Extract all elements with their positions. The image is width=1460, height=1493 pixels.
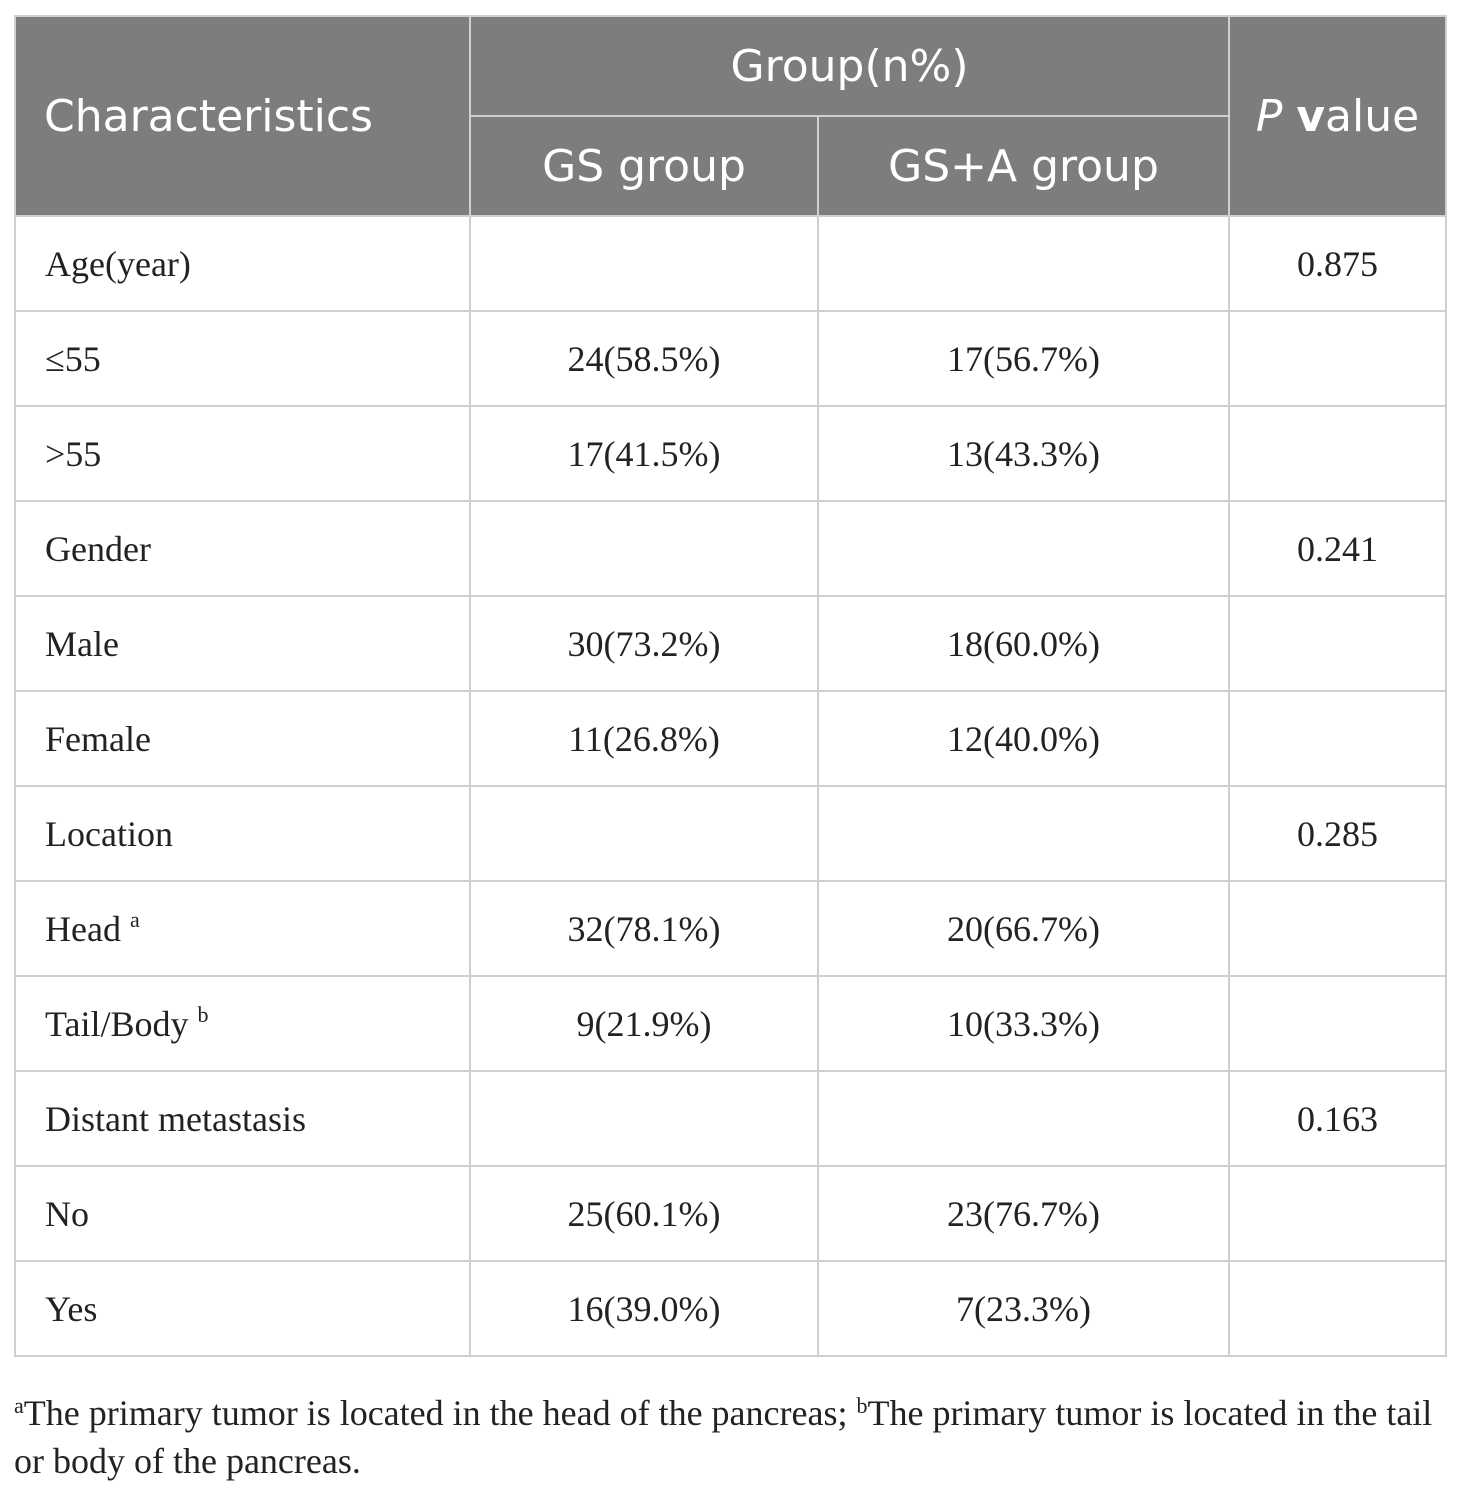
gsa-group-value: 17(56.7%) — [818, 311, 1229, 406]
table-row — [15, 1166, 1446, 1261]
p-value-symbol: P — [1255, 90, 1283, 142]
gs-group-value: 17(41.5%) — [470, 406, 818, 501]
row-label-superscript: b — [197, 1002, 209, 1027]
gs-group-value — [470, 786, 818, 881]
gs-group-value — [470, 501, 818, 596]
table-row — [15, 881, 1446, 976]
p-value-rest: alue — [1325, 90, 1420, 142]
row-label: >55 — [45, 433, 102, 474]
gs-group-value: 25(60.1%) — [470, 1166, 818, 1261]
gsa-group-value: 10(33.3%) — [818, 976, 1229, 1071]
gsa-group-value: 23(76.7%) — [818, 1166, 1229, 1261]
table-row — [15, 1071, 1446, 1166]
row-label-cell — [15, 501, 470, 596]
p-value: 0.241 — [1229, 501, 1446, 596]
gsa-group-value: 13(43.3%) — [818, 406, 1229, 501]
table-row — [15, 1261, 1446, 1356]
gsa-group-value — [818, 786, 1229, 881]
row-label-cell — [15, 1166, 470, 1261]
p-value: 0.285 — [1229, 786, 1446, 881]
table-row — [15, 786, 1446, 881]
gs-group-value: 16(39.0%) — [470, 1261, 818, 1356]
row-label: No — [45, 1193, 89, 1234]
table-row — [15, 406, 1446, 501]
p-value — [1229, 691, 1446, 786]
row-label: Tail/Body — [45, 1004, 189, 1044]
row-label: Head — [45, 909, 121, 949]
gs-group-value: 24(58.5%) — [470, 311, 818, 406]
row-label-cell — [15, 596, 470, 691]
row-label-cell — [15, 976, 470, 1071]
table-row — [15, 596, 1446, 691]
gsa-group-value: 7(23.3%) — [818, 1261, 1229, 1356]
footnote-a-text: The primary tumor is located in the head of the pancreas; — [23, 1393, 857, 1433]
row-label-cell — [15, 881, 470, 976]
row-label-cell — [15, 691, 470, 786]
p-value — [1229, 406, 1446, 501]
header-gs-group: GS group — [470, 116, 818, 216]
row-label-cell — [15, 786, 470, 881]
row-label: Distant metastasis — [45, 1098, 306, 1139]
row-label: Female — [45, 718, 151, 759]
gsa-group-value: 18(60.0%) — [818, 596, 1229, 691]
characteristics-table — [14, 15, 1447, 1357]
table-row — [15, 691, 1446, 786]
gs-group-value: 9(21.9%) — [470, 976, 818, 1071]
table-footnote — [14, 1382, 1450, 1485]
p-value — [1229, 881, 1446, 976]
row-label: Yes — [45, 1288, 98, 1329]
p-value: 0.875 — [1229, 216, 1446, 311]
table-row — [15, 216, 1446, 311]
gsa-group-value: 12(40.0%) — [818, 691, 1229, 786]
row-label: Male — [45, 623, 119, 664]
row-label-cell — [15, 216, 470, 311]
p-value-v: v — [1296, 90, 1326, 142]
row-label-cell — [15, 1071, 470, 1166]
footnote-b-text: The primary tumor is located in the tail or body of the pancreas. — [14, 1393, 1433, 1481]
header-p-value — [1229, 16, 1446, 216]
row-label-cell — [15, 406, 470, 501]
table-row — [15, 501, 1446, 596]
row-label: ≤55 — [45, 338, 101, 379]
row-label: Gender — [45, 528, 151, 569]
p-value — [1229, 596, 1446, 691]
gsa-group-value — [818, 501, 1229, 596]
footnote-b-mark: b — [856, 1393, 868, 1418]
gs-group-value: 11(26.8%) — [470, 691, 818, 786]
footnote-a-mark: a — [14, 1393, 24, 1418]
p-value — [1229, 1261, 1446, 1356]
p-value — [1229, 976, 1446, 1071]
p-value: 0.163 — [1229, 1071, 1446, 1166]
p-value — [1229, 1166, 1446, 1261]
table-body — [15, 216, 1446, 1356]
p-value — [1229, 311, 1446, 406]
gs-group-value: 32(78.1%) — [470, 881, 818, 976]
gs-group-value: 30(73.2%) — [470, 596, 818, 691]
row-label-cell — [15, 1261, 470, 1356]
gs-group-value — [470, 1071, 818, 1166]
row-label-cell — [15, 311, 470, 406]
header-group: Group(n%) — [470, 16, 1229, 116]
header-characteristics: Characteristics — [15, 16, 470, 216]
table-row — [15, 976, 1446, 1071]
gs-group-value — [470, 216, 818, 311]
gsa-group-value — [818, 216, 1229, 311]
row-label-superscript: a — [129, 907, 140, 932]
header-gsa-group: GS+A group — [818, 116, 1229, 216]
row-label: Age(year) — [45, 243, 191, 284]
gsa-group-value — [818, 1071, 1229, 1166]
gsa-group-value: 20(66.7%) — [818, 881, 1229, 976]
table-header — [15, 16, 1446, 216]
table-row — [15, 311, 1446, 406]
row-label: Location — [45, 813, 173, 854]
